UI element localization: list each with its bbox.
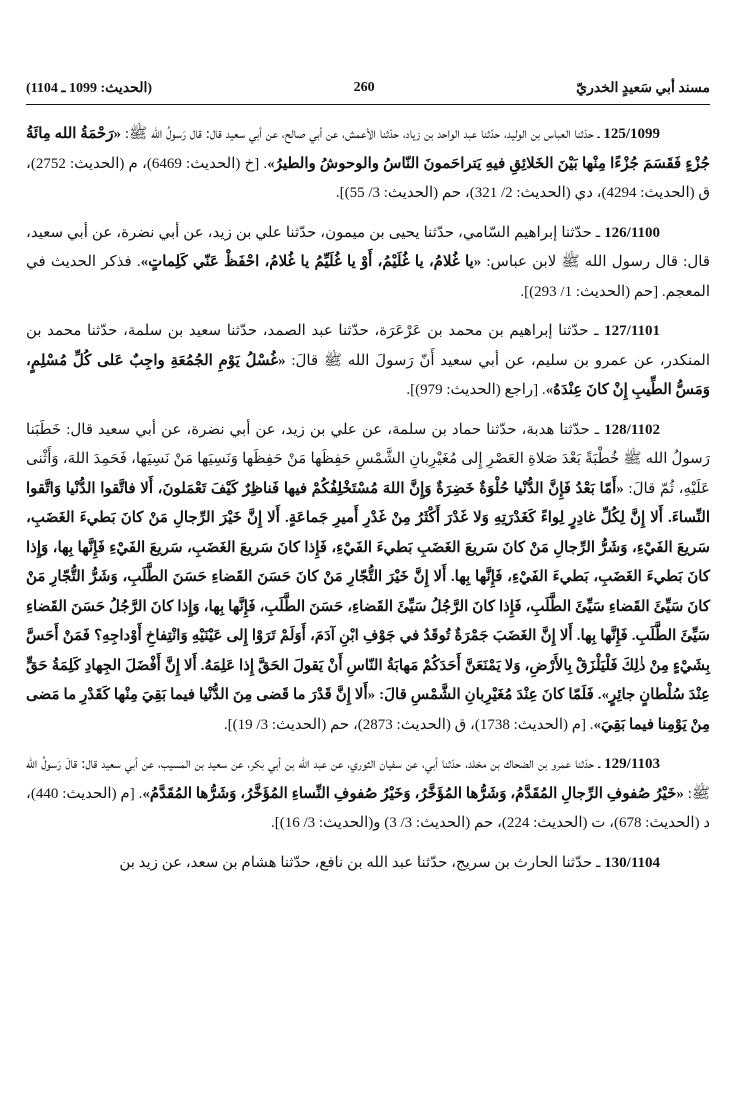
hadith-entry bbox=[26, 750, 710, 839]
hadith-reference: . [خ (الحديث: 6469)، م (الحديث: 2752)، ق (الحديث: 4294)، دي (الحديث: 2/ 321)، حم (الحديث: 3/ 55)]. bbox=[26, 155, 710, 201]
hadith-number: 125/1099 bbox=[603, 126, 660, 142]
hadith-entry bbox=[26, 219, 710, 308]
header-hadith-range: (الحديث: 1099 ـ 1104) bbox=[26, 80, 153, 96]
hadith-matn: «رَحْمَةُ الله مِائَةُ جُزْءٍ فَقَسَمَ جُزْءًا مِنْها بَيْنَ الخَلائِقِ فيهِ يَتراحَمونَ النّاسُ والوحوشُ والطيرُ» bbox=[26, 126, 711, 172]
page-number: 260 bbox=[353, 80, 375, 95]
hadith-matn: «خَيْرُ صُفوفِ الرِّجالِ المُقَدَّمُ، وَشَرُّها المُؤَخَّرُ، وَخَيْرُ صُفوفِ النِّساءِ المُؤَخَّرُ، وَشَرُّها المُقَدَّمُ» bbox=[142, 785, 684, 802]
header-title: مسند أبي سَعيدٍ الخدريّ bbox=[576, 80, 710, 96]
hadith-number: 126/1100 bbox=[604, 224, 660, 241]
hadith-reference: . فذكر الحديث في المعجم. [حم (الحديث: 1/ 293)]. bbox=[26, 254, 710, 300]
hadith-matn: «أَمّا بَعْدُ فَإِنَّ الدُّنْيا حُلْوَةٌ خَضِرَةٌ وَإِنَّ اللهَ مُسْتَخْلِفُكُمْ فيها فَناظِرٌ كَيْفَ تَعْمَلونَ، أَلا فاتَّقوا الدُّنْيا وَاتَّقوا النِّساءَ. أَلا إِنَّ لِكُلِّ غادِرٍ لِواءً كَغَدْرَتِهِ وَلا غَدْرَ أَكْثَرُ مِنْ غَدْرِ أَميرِ جَماعَةٍ. أَلا إِنَّ خَيْرَ الرِّجالِ مَنْ كانَ بَطيءَ الغَضَبِ، سَريعَ الفَيْءِ، وَشَرُّ الرِّجالِ مَنْ كانَ سَريعَ الغَضَبِ بَطيءَ الفَيْءِ، فَإِذا كانَ سَريعَ الغَضَبِ، سَريعَ الفَيْءِ فَإِنَّها بِها، وَإِذا كانَ بَطيءَ الغَضَبِ، بَطيءَ الفَيْءِ، فَإِنَّها بِها. أَلا إِنَّ خَيْرَ التُّجّارِ مَنْ كانَ حَسَنَ القَضاءِ حَسَنَ الطَّلَبِ، وَشَرُّ التُّجّارِ مَنْ كانَ سَيِّئَ القَضاءِ سَيِّئَ الطَّلَبِ، فَإِذا كانَ الرَّجُلُ سَيِّئَ القَضاءِ، حَسَنَ الطَّلَبِ، فَإِنَّها بِها، وَإِذا كانَ الرَّجُلُ حَسَنَ القَضاءِ سَيِّئَ الطَّلَبِ. فَإِنَّها بِها. أَلا إِنَّ الغَضَبَ جَمْرَةٌ تُوقَدُ في جَوْفِ ابْنِ آدَمَ، أَوَلَمْ تَرَوْا إِلى عَيْنَيْهِ وَانْتِفاخِ أَوْداجِهِ؟ فَمَنْ أَحَسَّ بِشَيْءٍ مِنْ ذٰلِكَ فَلْيَلْزَقْ بِالأَرْضِ، وَلا يَمْنَعَنَّ أَحَدَكُمْ مَهابَةُ النّاسِ أَنْ يَقولَ الحَقَّ إِذا عَلِمَهُ. أَلا إِنَّ أَفْضَلَ الجِهادِ كَلِمَةُ حَقٍّ عِنْدَ سُلْطانٍ جائِرٍ». فَلَمّا كانَ عِنْدَ مُغَيْرِبانِ الشَّمْسِ قالَ: «أَلا إِنَّ قَدْرَ ما قَضى مِنَ الدُّنْيا فيما بَقِيَ مِنْها كَقَدْرِ ما مَضى مِنْ يَوْمِنا فيما بَقِيَ» bbox=[26, 480, 710, 733]
hadith-number: 129/1103 bbox=[604, 756, 660, 772]
hadith-reference: . [راجع (الحديث: 979)]. bbox=[406, 382, 546, 398]
hadith-entry bbox=[26, 416, 710, 741]
hadith-reference: . [م (الحديث: 440)، د (الحديث: 678)، ت (الحديث: 224)، حم (الحديث: 3/ 3) و(الحديث: 3/ 16)]. bbox=[26, 785, 710, 831]
hadith-number: 127/1101 bbox=[604, 323, 660, 339]
hadith-entry bbox=[26, 317, 710, 406]
hadith-entry bbox=[26, 120, 710, 209]
hadith-entry bbox=[26, 849, 710, 879]
hadith-chain: ـ حدّثنا هدبة، حدّثنا حماد بن سلمة، عن علي بن زيد، عن أبي نضرة، عن أبي سعيد قال: خَطَبَنا رَسولُ الله ﷺ خُطْبَةً بَعْدَ صَلاةِ العَصْرِ إِلى مُغَيْرِبانِ الشَّمْسِ حَفِظَها مَنْ حَفِظَها وَنَسِيَها مَنْ نَسِيَها، فَحَمِدَ اللهَ، وَأَثْنى عَلَيْهِ، ثُمّ قالَ: bbox=[26, 421, 710, 497]
hadith-reference: . [م (الحديث: 1738)، ق (الحديث: 2873)، حم (الحديث: 3/ 19)]. bbox=[223, 716, 594, 733]
hadith-chain: ـ حدّثنا إبراهيم السّامي، حدّثنا يحيى بن ميمون، حدّثنا علي بن زيد، عن أبي نضرة، عن أبي سعيد، قال: قال رسول الله ﷺ لابن عباس: bbox=[26, 224, 710, 270]
page-body bbox=[26, 120, 710, 1105]
running-header bbox=[26, 76, 710, 100]
hadith-matn: «يا غُلامُ، يا غُلَيْمُ، أَوْ يا غُلَيِّمُ يا غُلامُ، احْفَظْ عَنّي كَلِماتٍ» bbox=[140, 254, 482, 270]
hadith-number: 128/1102 bbox=[604, 421, 660, 438]
hadith-chain: ـ حدّثنا العباس بن الوليد، حدّثنا عبد الواحد بن زياد، حدّثنا الأعمش، عن أبي صالح، عن أبي سعيد قال: قال رَسولُ الله ﷺ: bbox=[121, 126, 604, 142]
hadith-chain: ـ حدّثنا إبراهيم بن محمد بن عَرْعَرَة، حدّثنا عبد الصمد، حدّثنا سعيد بن سلمة، حدّثنا محمد بن المنكدر، عن عمرو بن سليم، عن أبي سعيد أَنّ رَسولَ الله ﷺ قالَ: bbox=[26, 323, 710, 369]
hadith-matn: «غُسْلُ يَوْمِ الجُمُعَةِ واجِبٌ عَلى كُلِّ مُسْلِمٍ، وَمَسُّ الطِّيبِ إِنْ كانَ عِنْدَهُ» bbox=[26, 352, 710, 398]
hadith-number: 130/1104 bbox=[604, 854, 660, 871]
hadith-chain: ـ حدّثنا عمرو بن الضحاك بن مخلد، حدّثنا أبي، عن سفيان الثوري، عن عبد الله بن أبي بكر، عن سعيد بن المسيب، عن أبي سعيد قال: قالَ رَسولُ الله ﷺ: bbox=[26, 756, 710, 802]
hadith-chain: ـ حدّثنا الحارث بن سريج، حدّثنا عبد الله بن نافع، حدّثنا هشام بن سعد، عن زيد بن bbox=[119, 854, 605, 871]
header-rule bbox=[26, 104, 710, 105]
